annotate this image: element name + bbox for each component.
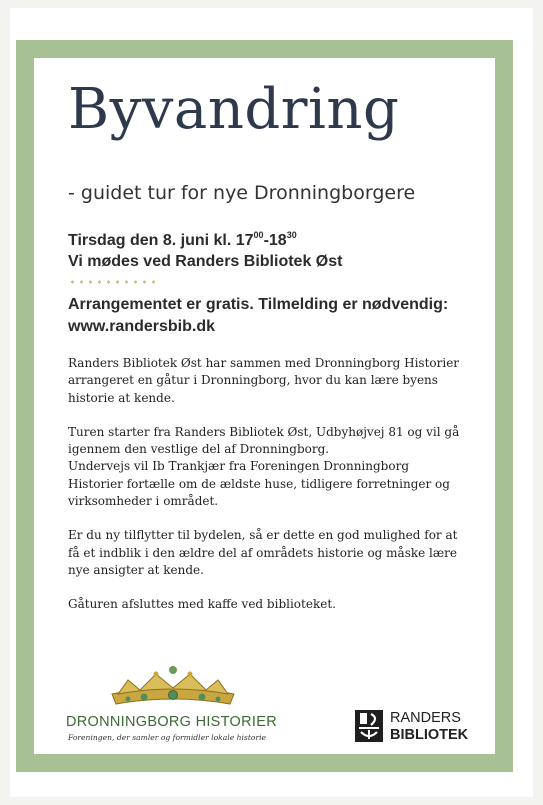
randers-bibliotek-logo-icon bbox=[355, 710, 383, 742]
paragraph-intro: Randers Bibliotek Øst har sammen med Dronningborg Historier arrangeret en gåtur i Dronningborg, hvor du kan lære byens historie at kende. bbox=[68, 356, 460, 405]
event-date: Tirsdag den 8. juni kl. 17 bbox=[68, 232, 254, 249]
registration-info bbox=[68, 294, 448, 338]
meeting-place: Vi mødes ved Randers Bibliotek Øst bbox=[68, 253, 343, 270]
description bbox=[68, 355, 488, 631]
time-separator: -18 bbox=[263, 232, 287, 249]
poster-title: Byvandring bbox=[68, 77, 400, 142]
crown-icon bbox=[108, 664, 238, 708]
randers-bibliotek-logo-text: RANDERS BIBLIOTEK bbox=[390, 710, 469, 743]
dotted-divider bbox=[68, 279, 158, 285]
poster-subtitle: - guidet tur for nye Dronningborgere bbox=[68, 182, 416, 204]
event-date-time bbox=[68, 230, 297, 250]
paragraph-newcomers: Er du ny tilflytter til bydelen, så er dette en god mulighed for at få et indblik i den ældre del af områdets historie og måske lære nye ansigter at kende. bbox=[68, 528, 458, 577]
time-end-minutes: 30 bbox=[286, 230, 297, 240]
dronningborg-logo-tagline: Foreningen, der samler og formidler lokale historie bbox=[68, 733, 266, 742]
registration-link[interactable]: www.randersbib.dk bbox=[68, 318, 215, 335]
dronningborg-logo-name: DRONNINGBORG HISTORIER bbox=[66, 714, 277, 730]
paragraph-route: Turen starter fra Randers Bibliotek Øst, Udbyhøjvej 81 og vil gå igennem den vestlige del af Dronningborg. Undervejs vil Ib Trankjær fra Foreningen Dronningborg Historier fortælle om de ældste huse, tidligere forretninger og virksomheder i området. bbox=[68, 424, 460, 509]
paragraph-coffee: Gåturen afsluttes med kaffe ved biblioteket. bbox=[68, 597, 336, 612]
registration-text: Arrangementet er gratis. Tilmelding er nødvendig: bbox=[68, 296, 449, 313]
time-start-minutes: 00 bbox=[253, 230, 264, 240]
